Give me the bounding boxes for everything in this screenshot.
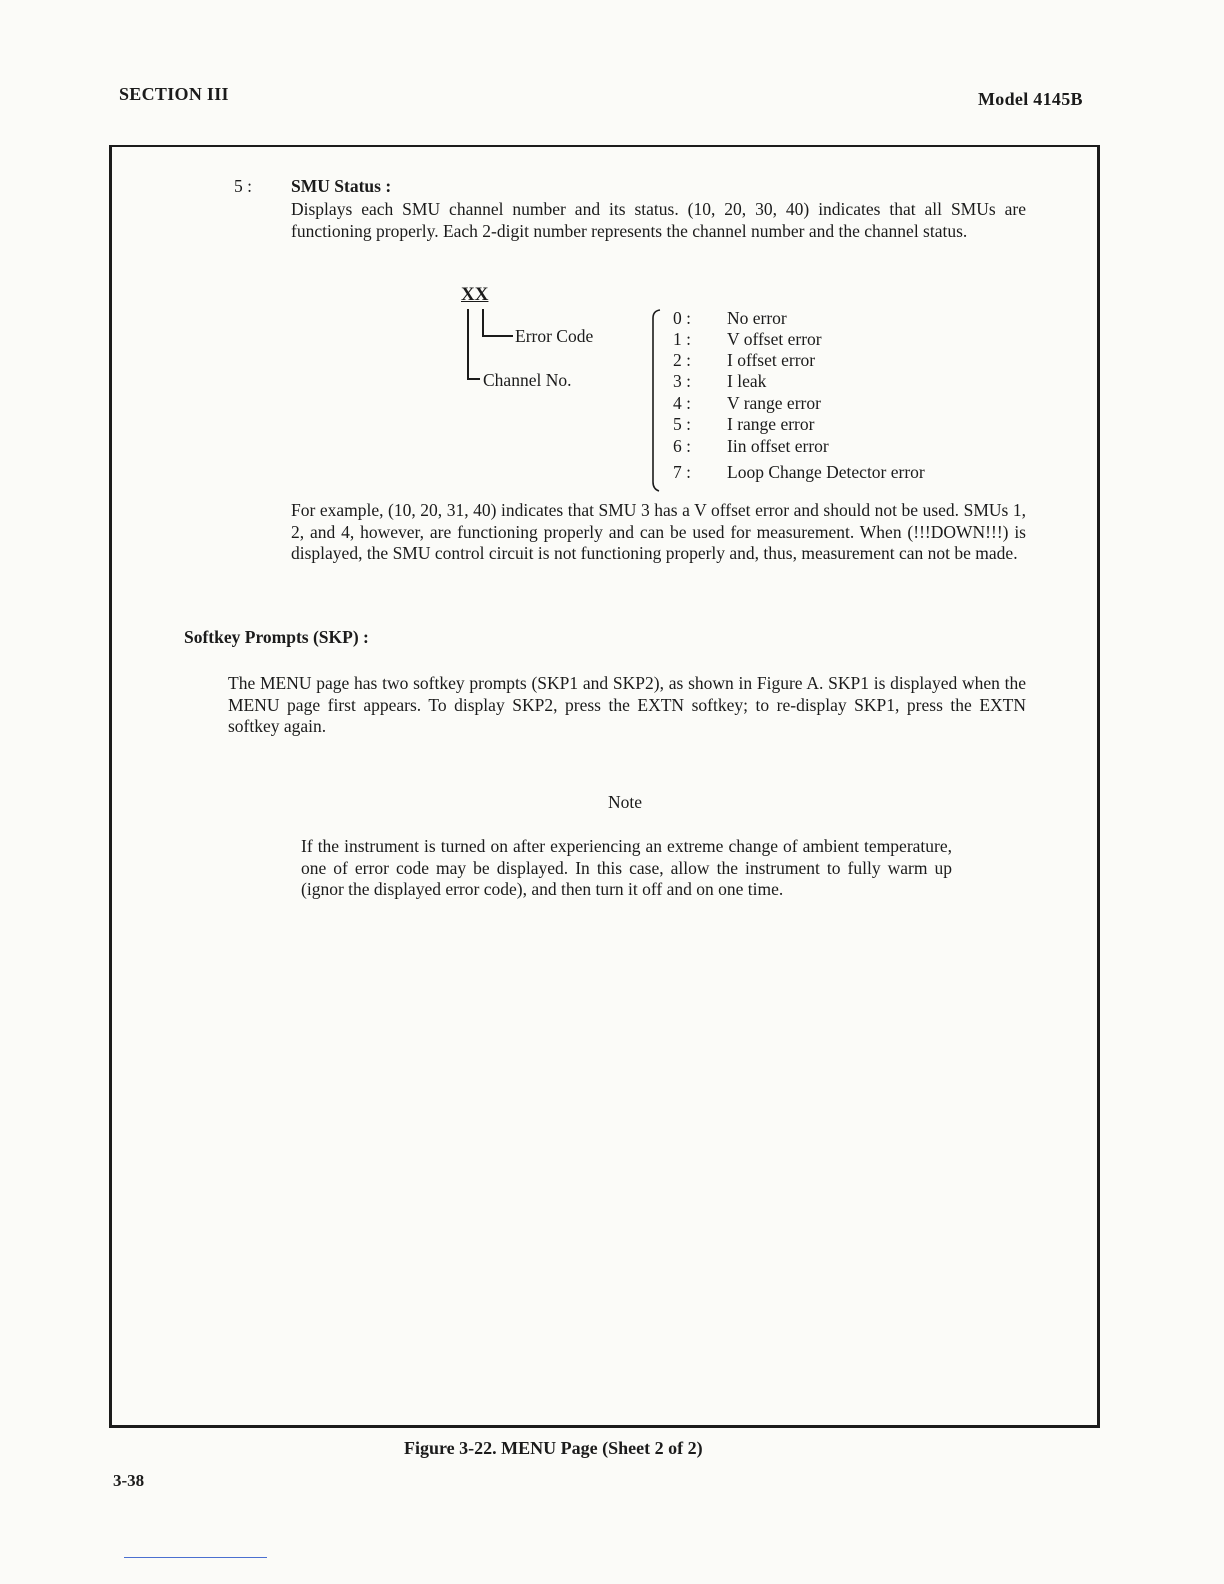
- error-code-row: 2 : I offset error: [673, 350, 816, 370]
- channel-line-vertical: [467, 309, 469, 380]
- error-code-row: 6 : Iin offset error: [673, 436, 829, 456]
- note-text: If the instrument is turned on after experiencing an extreme change of ambient temperature, one of error code may be displayed. In this case, allow the instrument to fully warm up (ignor the displayed error code), and then turn it off and on one time.: [301, 836, 952, 899]
- item-number: 5 :: [234, 176, 252, 196]
- error-code-label: Error Code: [515, 326, 594, 346]
- section-header: SECTION III: [119, 84, 229, 104]
- item-title: SMU Status :: [291, 176, 392, 196]
- error-line-vertical: [482, 309, 484, 337]
- example-paragraph: For example, (10, 20, 31, 40) indicates that SMU 3 has a V offset error and should not be used. SMUs 1, 2, and 4, however, are functioning properly and can be used for measurement. When (!!!DOWN!!!) is displayed, the SMU control circuit is not functioning properly and, thus, measurement can not be made.: [291, 500, 1026, 563]
- error-code-row: 5 : I range error: [673, 414, 815, 434]
- figure-caption: Figure 3-22. MENU Page (Sheet 2 of 2): [404, 1438, 703, 1458]
- softkey-heading: Softkey Prompts (SKP) :: [184, 627, 369, 647]
- note-title: Note: [608, 792, 643, 812]
- model-header: Model 4145B: [978, 89, 1083, 109]
- error-code-row: 0 : No error: [673, 308, 787, 328]
- error-code-row: 7 : Loop Change Detector error: [673, 462, 925, 482]
- smu-status-paragraph: Displays each SMU channel number and its status. (10, 20, 30, 40) indicates that all SMUs are functioning properly. Each 2-digit number represents the channel number and the channel status.: [291, 199, 1026, 241]
- error-line-horizontal: [482, 335, 513, 337]
- softkey-paragraph: The MENU page has two softkey prompts (SKP1 and SKP2), as shown in Figure A. SKP1 is displayed when the MENU page first appears. To display SKP2, press the EXTN softkey; to re-display SKP1, press the EXTN softkey again.: [228, 673, 1026, 736]
- error-code-row: 3 : I leak: [673, 371, 767, 391]
- channel-no-label: Channel No.: [483, 370, 572, 390]
- page-number: 3-38: [113, 1471, 145, 1490]
- channel-line-horizontal: [467, 378, 480, 380]
- code-xx: XX: [461, 284, 489, 305]
- footer-rule: [124, 1557, 267, 1558]
- brace-icon: [646, 308, 666, 492]
- error-code-row: 4 : V range error: [673, 393, 821, 413]
- error-code-row: 1 : V offset error: [673, 329, 822, 349]
